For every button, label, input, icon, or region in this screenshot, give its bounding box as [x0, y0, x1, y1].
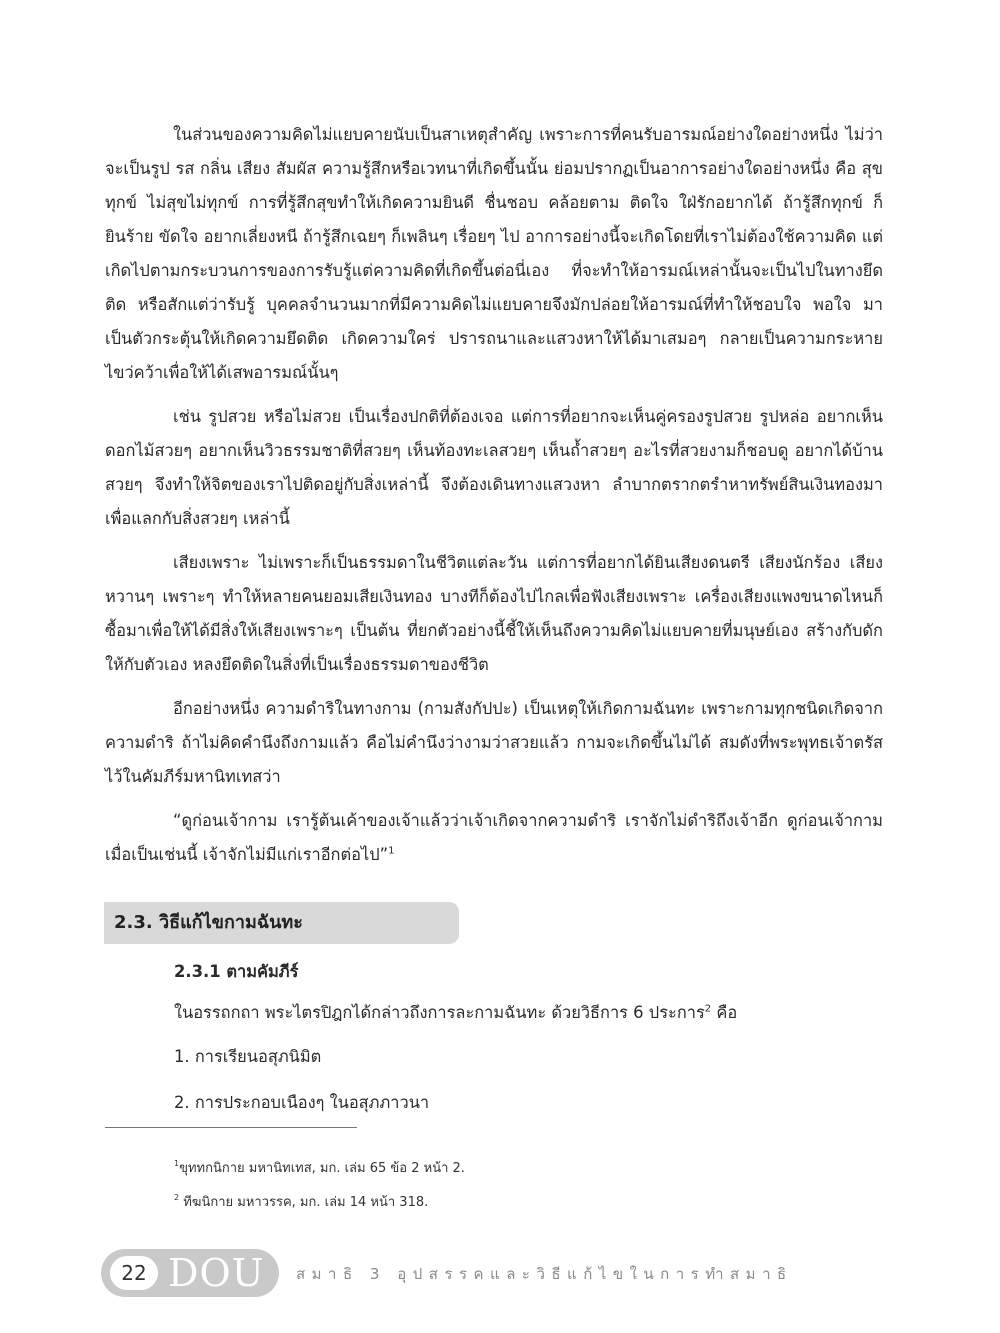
paragraph-1: ในส่วนของความคิดไม่แยบคายนับเป็นสาเหตุสำคัญ เพราะการที่คนรับอารมณ์อย่างใดอย่างหนึ่ง ไม่ว่าจะเป็นรูป รส กลิ่น เสียง สัมผัส ความรู้สึกหรือเวทนาที่เกิดขึ้นนั้น ย่อมปรากฏเป็นอาการอย่างใดอย่างหนึ่ง คือ สุข ทุกข์ ไม่สุขไม่ทุกข์ การที่รู้สึกสุขทำให้เกิดความยินดี ชื่นชอบ คล้อยตาม ติดใจ ใฝ่รักอยากได้ ถ้ารู้สึกทุกข์ ก็ยินร้าย ขัดใจ อยากเลี่ยงหนี ถ้ารู้สึกเฉยๆ ก็เพลินๆ เรื่อยๆ ไป อาการอย่างนี้จะเกิดโดยที่เราไม่ต้องใช้ความคิด แต่เกิดไปตามกระบวนการของการรับรู้แต่ความคิดที่เกิดขึ้นต่อนี่เอง ที่จะทำให้อารมณ์เหล่านั้นจะเป็นไปในทางยึดติด หรือสักแต่ว่ารับรู้ บุคคลจำนวนมากที่มีความคิดไม่แยบคายจึงมักปล่อยให้อารมณ์ที่ทำให้ชอบใจ พอใจ มาเป็นตัวกระตุ้นให้เกิดความยึดติด เกิดความใคร่ ปรารถนาและแสวงหาให้ได้มาเสมอๆ กลายเป็นความกระหาย ไขว่คว้าเพื่อให้ได้เสพอารมณ์นั้นๆ — [105, 125, 883, 382]
body-text — [105, 118, 883, 882]
footnote-ref-1[interactable]: 1 — [388, 845, 395, 857]
list-item: 2. การประกอบเนืองๆ ในอสุภภาวนา — [174, 1093, 430, 1112]
footnote-text: ทีฆนิกาย มหาวรรค, มก. เล่ม 14 หน้า 318. — [179, 1195, 429, 1210]
footnote-ref-2[interactable]: 2 — [704, 1003, 712, 1015]
list-item: 1. การเรียนอสุภนิมิต — [174, 1047, 322, 1066]
brand-logo-text: DOU — [168, 1251, 265, 1295]
paragraph-2: เช่น รูปสวย หรือไม่สวย เป็นเรื่องปกติที่ต้องเจอ แต่การที่อยากจะเห็นคู่ครองรูปสวย รูปหล่อ อยากเห็นดอกไม้สวยๆ อยากเห็นวิวธรรมชาติที่สวยๆ เห็นท้องทะเลสวยๆ เห็นถ้ำสวยๆ อะไรที่สวยงามก็ชอบดู อยากได้บ้านสวยๆ จึงทำให้จิตของเราไปติดอยู่กับสิ่งเหล่านี้ จึงต้องเดินทางแสวงหา ลำบากตรากตรำหาทรัพย์สินเงินทองมาเพื่อแลกกับสิ่งสวยๆ เหล่านี้ — [105, 407, 883, 528]
footnote-mark: 2 — [174, 1193, 180, 1202]
page-number: 22 — [110, 1256, 158, 1290]
footnote-1 — [174, 1153, 465, 1180]
footnote-text: ขุททกนิกาย มหานิทเทส, มก. เล่ม 65 ข้อ 2 หน้า 2. — [179, 1161, 465, 1176]
subsection-title: 2.3.1 ตามคัมภีร์ — [174, 962, 299, 981]
footnote-2 — [174, 1187, 428, 1214]
section-intro-text: ในอรรถกถา พระไตรปิฎกได้กล่าวถึงการละกามฉันทะ ด้วยวิธีการ 6 ประการ — [174, 1003, 705, 1022]
quote-text: “ดูก่อนเจ้ากาม เรารู้ต้นเค้าของเจ้าแล้วว่าเจ้าเกิดจากความดำริ เราจักไม่ดำริถึงเจ้าอีก ดูก่อนเจ้ากาม เมื่อเป็นเช่นนี้ เจ้าจักไม่มีแก่เราอีกต่อไป” — [105, 811, 883, 864]
running-title: สมาธิ 3 อุปสรรคและวิธีแก้ไขในการทำสมาธิ — [296, 1265, 793, 1283]
paragraph-4: อีกอย่างหนึ่ง ความดำริในทางกาม (กามสังกัปปะ) เป็นเหตุให้เกิดกามฉันทะ เพราะกามทุกชนิดเกิดจากความดำริ ถ้าไม่คิดคำนึงถึงกามแล้ว คือไม่คำนึงว่างามว่าสวยแล้ว กามจะเกิดขึ้นไม่ได้ สมดังที่พระพุทธเจ้าตรัสไว้ในคัมภีร์มหานิทเทสว่า — [105, 699, 883, 786]
footnote-divider — [105, 1127, 357, 1128]
section-title: 2.3. วิธีแก้ไขกามฉันทะ — [114, 912, 303, 933]
paragraph-3: เสียงเพราะ ไม่เพราะก็เป็นธรรมดาในชีวิตแต่ละวัน แต่การที่อยากได้ยินเสียงดนตรี เสียงนักร้อง เสียงหวานๆ เพราะๆ ทำให้หลายคนยอมเสียเงินทอง บางทีก็ต้องไปไกลเพื่อฟังเสียงเพราะ เครื่องเสียงแพงขนาดไหนก็ซื้อมาเพื่อให้ได้มีสิ่งให้เสียงเพราะๆ เป็นต้น ที่ยกตัวอย่างนี้ชี้ให้เห็นถึงความคิดไม่แยบคายที่มนุษย์เอง สร้างกับดักให้กับตัวเอง หลงยึดติดในสิ่งที่เป็นเรื่องธรรมดาของชีวิต — [105, 553, 883, 674]
section-intro-tail: คือ — [711, 1003, 738, 1022]
footnote-mark: 1 — [174, 1159, 180, 1168]
quote-paragraph — [105, 804, 883, 872]
section-intro — [174, 996, 737, 1030]
